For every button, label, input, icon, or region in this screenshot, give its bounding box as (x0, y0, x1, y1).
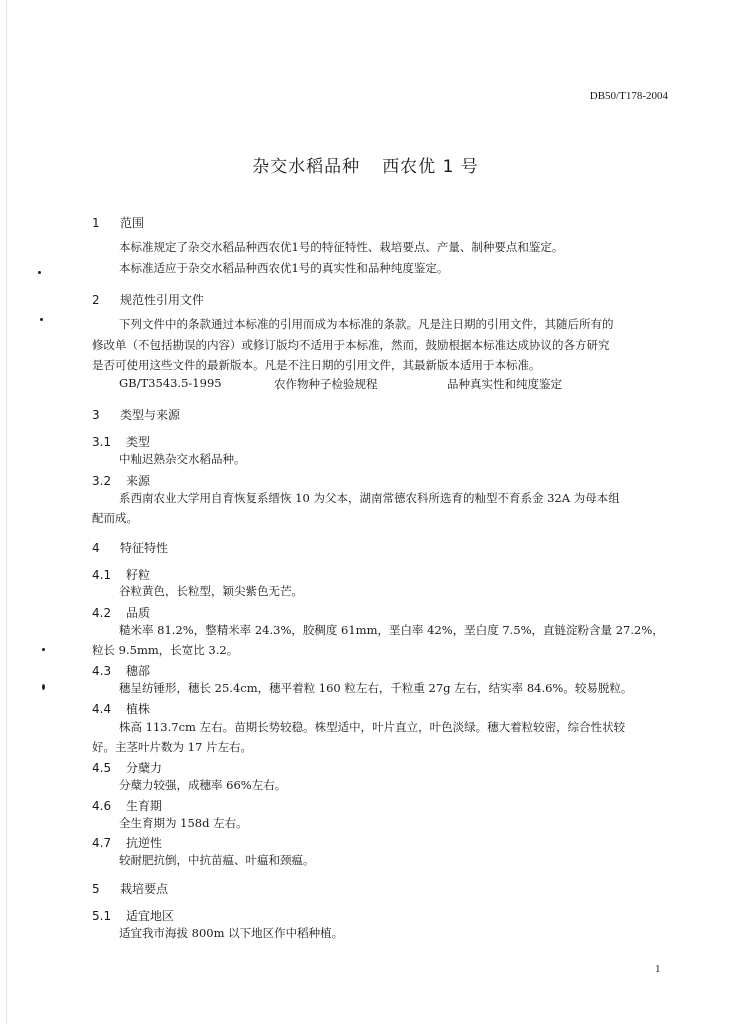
section-4-2-line1: 糙米率 81.2%，整精米率 24.3%，胶稠度 61mm，垩白率 42%，垩白度 7.5%，直链淀粉含量 27.2%， (119, 623, 664, 637)
section-4-1-text: 谷粒黄色，长粒型，颖尖紫色无芒。 (119, 584, 303, 598)
section-4-3-text: 穗呈纺锤形，穗长 25.4cm，穗平着粒 160 粒左右，千粒重 27g 左右，结实率 84.6%。较易脱粒。 (119, 681, 633, 695)
section-4-heading: 4 特征特性 (92, 541, 169, 555)
section-2-line3: 是否可使用这些文件的最新版本。凡是不注日期的引用文件，其最新版本适用于本标准。 (92, 358, 541, 372)
scan-speck (38, 271, 41, 274)
section-4-6-heading: 4.6 生育期 (92, 799, 163, 813)
scan-speck (40, 318, 43, 321)
section-4-4-line1: 株高 113.7cm 左右。苗期长势较稳。株型适中，叶片直立，叶色淡绿。穗大着粒较密，综合性状较 (119, 720, 626, 734)
standard-code: DB50/T178-2004 (589, 90, 668, 102)
section-1-para2: 本标准适应于杂交水稻品种西农优1号的真实性和品种纯度鉴定。 (119, 261, 449, 275)
section-2-line1: 下列文件中的条款通过本标准的引用而成为本标准的条款。凡是注日期的引用文件，其随后所有的 (119, 317, 614, 331)
section-3-2-heading: 3.2 来源 (92, 474, 151, 488)
section-4-2-heading: 4.2 品质 (92, 606, 151, 620)
section-5-1-text: 适宜我市海拔 800m 以下地区作中稻种植。 (119, 926, 344, 940)
section-3-2-line2: 配而成。 (92, 511, 138, 525)
section-5-1-heading: 5.1 适宜地区 (92, 909, 175, 923)
scan-speck (42, 684, 45, 690)
section-2-line2: 修改单（不包括勘误的内容）或修订版均不适用于本标准，然而，鼓励根据本标准达成协议的各方研究 (92, 338, 610, 352)
section-4-5-heading: 4.5 分蘖力 (92, 761, 163, 775)
section-4-4-line2: 好。主茎叶片数为 17 片左右。 (92, 740, 252, 754)
section-5-heading: 5 栽培要点 (92, 882, 169, 896)
section-4-7-text: 较耐肥抗倒，中抗苗瘟、叶瘟和颈瘟。 (119, 853, 315, 867)
ref-name: 农作物种子检验规程 (274, 377, 378, 391)
title-part2: 西农优 1 号 (382, 157, 479, 177)
section-1-heading: 1 范围 (92, 216, 145, 230)
section-4-1-heading: 4.1 籽粒 (92, 568, 151, 582)
ref-part: 品种真实性和纯度鉴定 (447, 377, 562, 391)
title-part1: 杂交水稻品种 (252, 157, 361, 177)
section-4-6-text: 全生育期为 158d 左右。 (119, 816, 248, 830)
normative-reference (119, 376, 562, 391)
section-4-4-heading: 4.4 植株 (92, 702, 151, 716)
section-4-2-line2: 粒长 9.5mm，长宽比 3.2。 (92, 643, 239, 657)
page-number: 1 (655, 963, 661, 975)
section-4-3-heading: 4.3 穗部 (92, 664, 151, 678)
document-title (0, 152, 731, 177)
section-4-5-text: 分蘖力较强，成穗率 66%左右。 (119, 778, 287, 792)
section-3-2-line1: 系西南农业大学用自育恢复系缙恢 10 为父本，湖南常德农科所选育的籼型不育系金 32A 为母本组 (119, 491, 620, 505)
section-1-para1: 本标准规定了杂交水稻品种西农优1号的特征特性、栽培要点、产量、制种要点和鉴定。 (119, 240, 564, 254)
section-3-1-heading: 3.1 类型 (92, 435, 151, 449)
section-2-heading: 2 规范性引用文件 (92, 293, 205, 307)
section-3-1-text: 中籼迟熟杂交水稻品种。 (119, 452, 246, 466)
ref-code: GB/T3543.5-1995 (119, 376, 222, 390)
section-4-7-heading: 4.7 抗逆性 (92, 836, 163, 850)
scan-speck (42, 648, 45, 651)
section-3-heading: 3 类型与来源 (92, 408, 181, 422)
